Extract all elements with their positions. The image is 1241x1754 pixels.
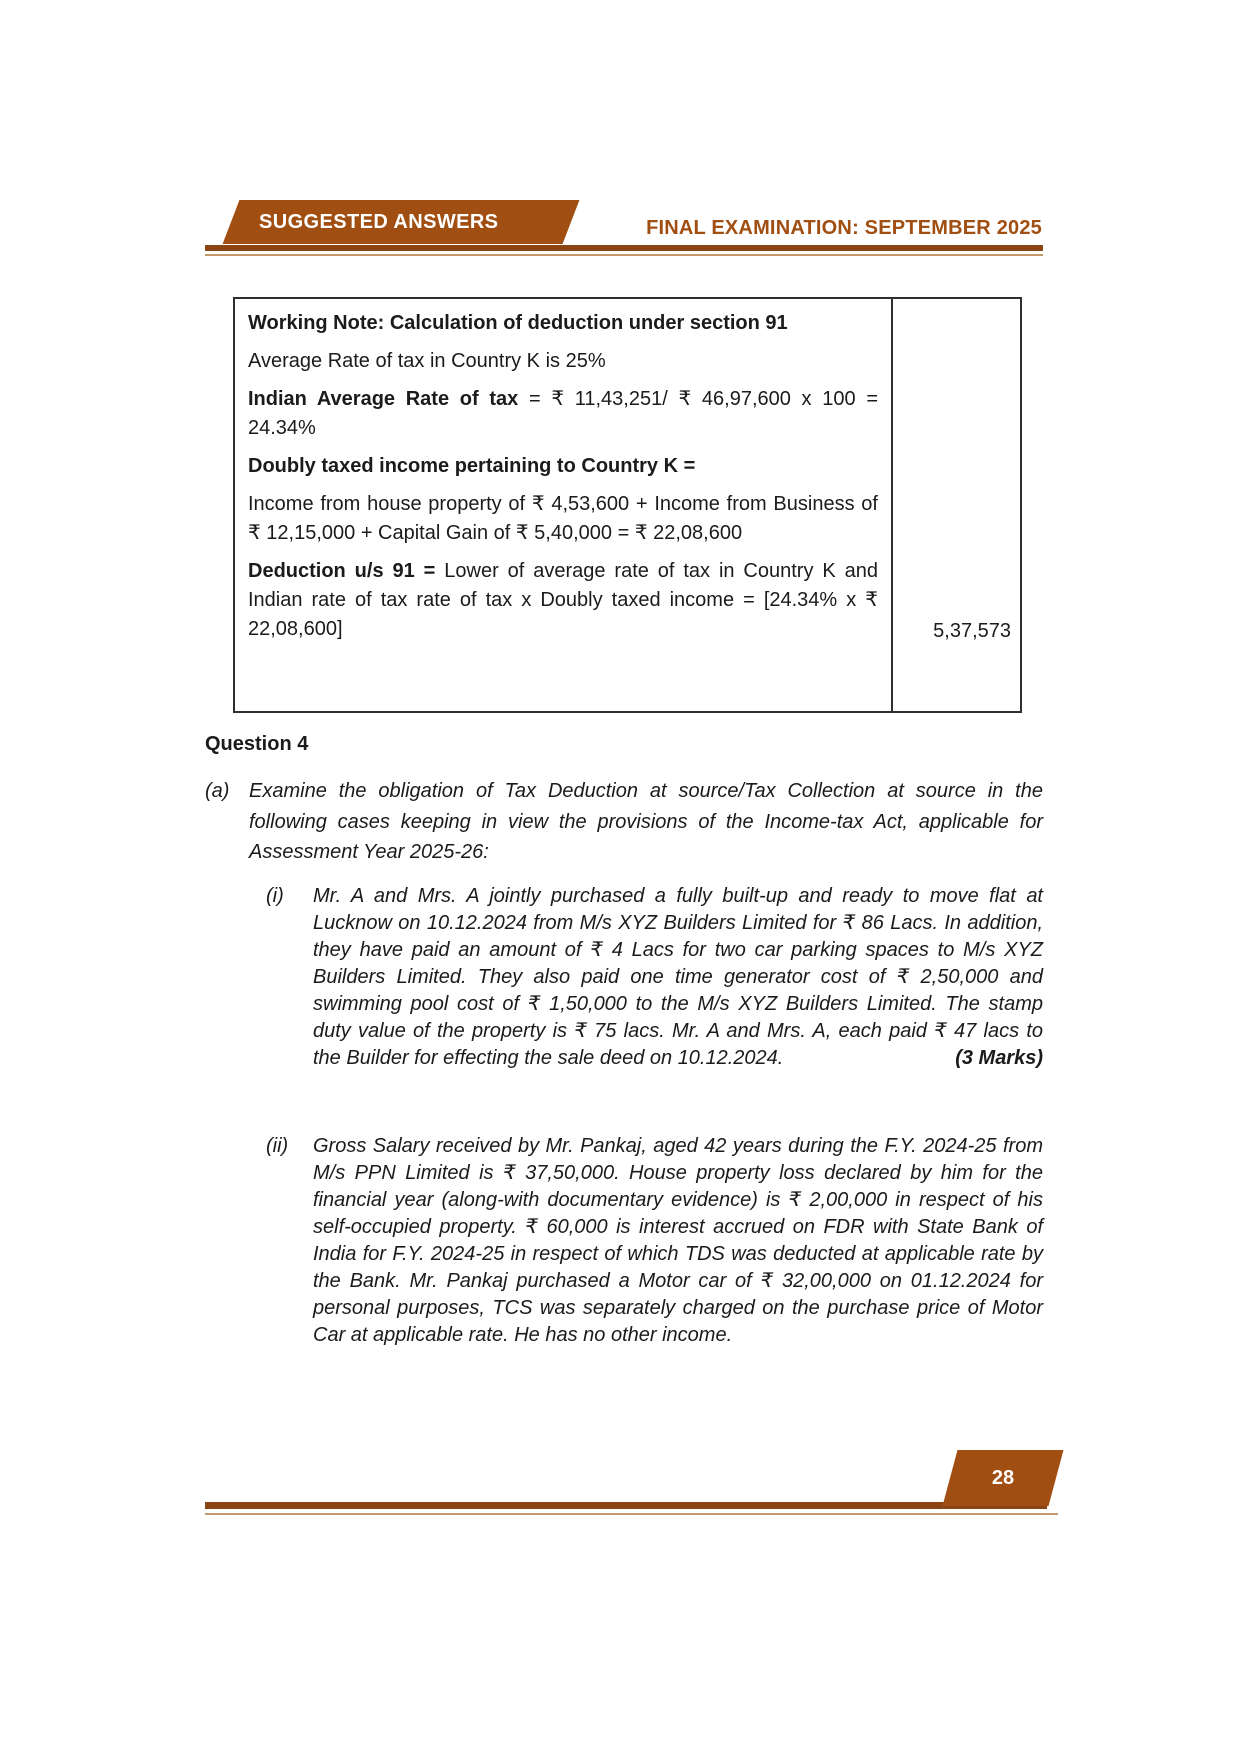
deduction-line [248, 557, 878, 644]
header-rule-thick [205, 245, 1043, 251]
banner-label: SUGGESTED ANSWERS [259, 211, 499, 233]
page-number: 28 [991, 1467, 1015, 1489]
deduction-body: Lower of average rate of tax in Country K and Indian rate of tax rate of tax x Doubly taxed income = [24.34% x ₹ 22,08,600] [248, 560, 878, 640]
exam-title: FINAL EXAMINATION: SEPTEMBER 2025 [646, 217, 1042, 239]
deduction-amount: 5,37,573 [933, 620, 1011, 642]
question-item-i [266, 883, 1043, 1072]
working-note-table [233, 297, 1022, 713]
item-ii-body: Gross Salary received by Mr. Pankaj, aged 42 years during the F.Y. 2024-25 from M/s PPN Limited is ₹ 37,50,000. House property loss declared by him for the financial year (along-with documentary evidence) is ₹ 2,00,000 in respect of his self-occupied property. ₹ 60,000 is interest accrued on FDR with State Bank of India for F.Y. 2024-25 in respect of which TDS was deducted at applicable rate by the Bank. Mr. Pankaj purchased a Motor car of ₹ 32,00,000 on 01.12.2024 for personal purposes, TCS was separately charged on the purchase price of Motor Car at applicable rate. He has no other income. [313, 1135, 1043, 1346]
working-note-cell [235, 299, 893, 711]
page-number-box [942, 1450, 1063, 1506]
working-note-heading: Working Note: Calculation of deduction under section 91 [248, 312, 788, 334]
indian-rate-value: = ₹ 11,43,251/ ₹ 46,97,600 x 100 = 24.34% [248, 388, 878, 439]
suggested-answers-banner [223, 200, 580, 244]
question-part-a [205, 776, 1043, 868]
item-i-body: Mr. A and Mrs. A jointly purchased a fully built-up and ready to move flat at Lucknow on 10.12.2024 from M/s XYZ Builders Limited for ₹ 86 Lacs. In addition, they have paid an amount of ₹ 4 Lacs for two car parking spaces to M/s XYZ Builders Limited. They also paid one time generator cost of ₹ 2,50,000 and swimming pool cost of ₹ 1,50,000 to the M/s XYZ Builders Limited. The stamp duty value of the property is ₹ 75 lacs. Mr. A and Mrs. A, each paid ₹ 47 lacs to the Builder for effecting the sale deed on 10.12.2024. [313, 885, 1043, 1069]
item-ii-text [313, 1133, 1043, 1349]
doubly-taxed-heading: Doubly taxed income pertaining to Country K = [248, 455, 696, 477]
indian-rate-line [248, 385, 878, 443]
average-rate-line: Average Rate of tax in Country K is 25% [248, 350, 606, 372]
amount-cell [893, 299, 1020, 711]
question-item-ii [266, 1133, 1043, 1349]
item-ii-label: (ii) [266, 1135, 289, 1157]
part-a-label: (a) [205, 780, 230, 802]
footer-rule-thick [205, 1502, 1047, 1509]
part-a-text: Examine the obligation of Tax Deduction at source/Tax Collection at source in the following cases keeping in view the provisions of the Income-tax Act, applicable for Assessment Year 2025-26: [249, 780, 1043, 863]
question-heading: Question 4 [205, 733, 309, 755]
item-i-label: (i) [266, 885, 284, 907]
header-rule-thin [205, 254, 1043, 256]
item-i-marks: (3 Marks) [941, 1045, 1043, 1072]
doubly-taxed-body: Income from house property of ₹ 4,53,600 + Income from Business of ₹ 12,15,000 + Capital Gain of ₹ 5,40,000 = ₹ 22,08,600 [248, 493, 878, 544]
footer-rule-thin [205, 1513, 1058, 1515]
indian-rate-label: Indian Average Rate of tax [248, 388, 519, 410]
item-i-text [313, 883, 1043, 1072]
deduction-label: Deduction u/s 91 = [248, 560, 445, 582]
